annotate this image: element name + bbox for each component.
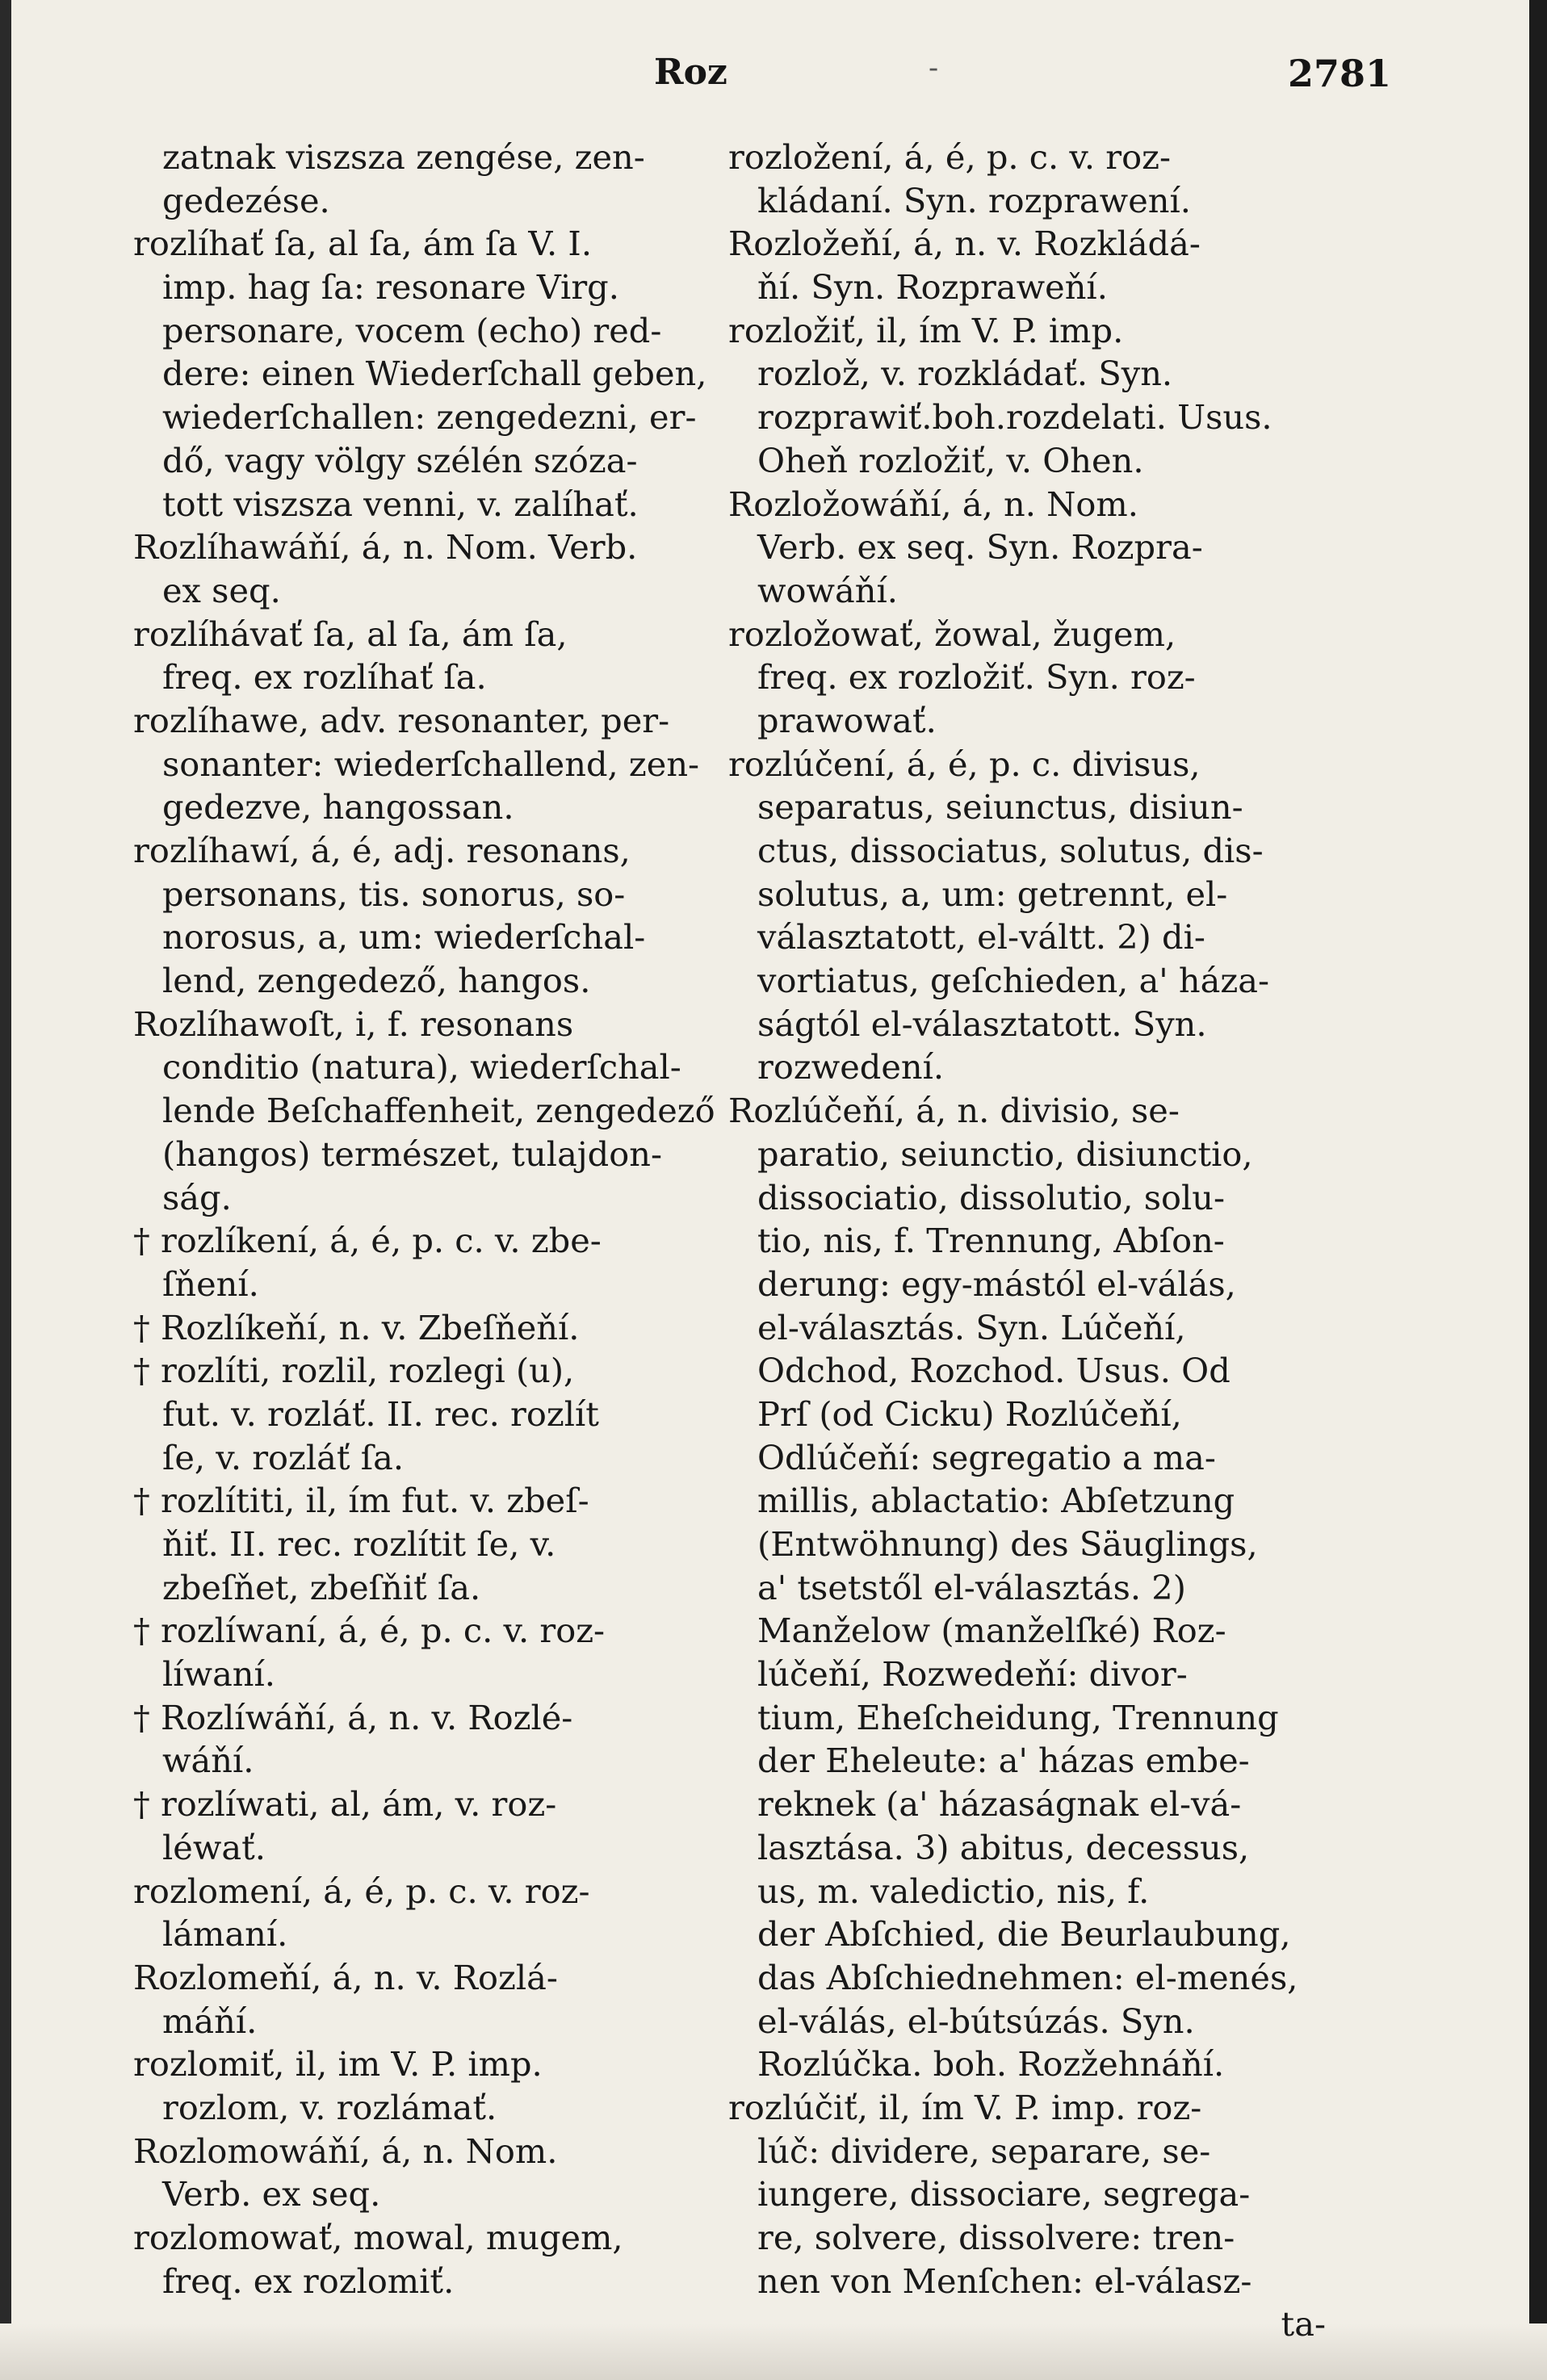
text-line: ſe, v. rozláť ſa. — [162, 1437, 405, 1477]
text-line: personans, tis. sonorus, so- — [162, 874, 626, 914]
text-line: norosus, a, um: wiederſchal- — [162, 917, 646, 957]
text-line: el-választás. Syn. Lúčeňí, — [757, 1307, 1186, 1347]
text-line: iungere, dissociare, segrega- — [757, 2174, 1251, 2214]
text-line: conditio (natura), wiederſchal- — [162, 1047, 681, 1087]
text-line: tott viszsza venni, v. zalíhať. — [162, 484, 639, 524]
text-line: sonanter: wiederſchallend, zen- — [162, 744, 700, 784]
text-line: rozlúčení, á, é, p. c. divisus, — [728, 744, 1201, 784]
text-line: lasztása. 3) abitus, decessus, — [757, 1827, 1250, 1867]
text-line: rozložowať, žowal, žugem, — [728, 614, 1176, 654]
text-line: ctus, dissociatus, solutus, dis- — [757, 831, 1264, 870]
left-column — [133, 136, 715, 2302]
text-line: Odlúčeňí: segregatio a ma- — [757, 1437, 1216, 1477]
text-line: rozprawiť.boh.rozdelati. Usus. — [757, 397, 1272, 438]
right-column — [728, 136, 1326, 2346]
text-line: rozlíhawí, á, é, adj. resonans, — [133, 831, 631, 870]
text-line: Oheň rozložiť, v. Ohen. — [757, 440, 1144, 480]
text-line: Prſ (od Cicku) Rozlúčeňí, — [757, 1393, 1182, 1434]
text-line: máňí. — [162, 2001, 258, 2041]
text-line: ex seq. — [162, 570, 281, 610]
text-line: us, m. valedictio, nis, f. — [757, 1871, 1150, 1911]
text-line: wowáňí. — [757, 570, 898, 610]
text-line: lende Beſchaffenheit, zengedező — [162, 1091, 715, 1131]
text-line: ňiť. II. rec. rozlítit ſe, v. — [162, 1524, 556, 1564]
text-line: ňí. Syn. Rozpraweňí. — [757, 267, 1108, 308]
text-line: Verb. ex seq. — [162, 2174, 381, 2214]
text-line: lúčeňí, Rozwedeňí: divor- — [757, 1654, 1188, 1695]
running-head: Roz — [654, 52, 727, 93]
book-edge-left — [0, 0, 11, 2380]
text-line: (Entwöhnung) des Säuglings, — [757, 1524, 1258, 1564]
text-line: tium, Eheſcheidung, Trennung — [757, 1697, 1279, 1737]
text-line: † Rozlíkeňí, n. v. Zbeſňeňí. — [133, 1307, 580, 1347]
text-line: líwaní. — [162, 1654, 276, 1695]
text-line: freq. ex rozlomiť. — [162, 2261, 455, 2301]
text-line: Rozlíhawoſt, i, f. resonans — [133, 1004, 574, 1044]
text-line: rozlomení, á, é, p. c. v. roz- — [133, 1871, 590, 1911]
text-line: personare, vocem (echo) red- — [162, 310, 662, 350]
text-line: Rozložowáňí, á, n. Nom. — [728, 484, 1138, 524]
text-line: imp. hag ſa: resonare Virg. — [162, 267, 619, 308]
text-line: der Eheleute: a' házas embe- — [757, 1741, 1250, 1781]
text-line: (hangos) természet, tulajdon- — [162, 1133, 662, 1174]
text-line: Rozlomowáňí, á, n. Nom. — [133, 2131, 558, 2171]
text-line: rozlíhawe, adv. resonanter, per- — [133, 700, 670, 740]
text-line: lúč: dividere, separare, se- — [757, 2131, 1211, 2171]
text-line: derung: egy-mástól el-válás, — [757, 1263, 1236, 1304]
header-separator: - — [929, 52, 939, 85]
text-line: rozlomowať, mowal, mugem, — [133, 2218, 623, 2257]
text-line: Rozlúčeňí, á, n. divisio, se- — [728, 1091, 1180, 1131]
text-line: Manželow (manželſké) Roz- — [757, 1611, 1226, 1651]
text-line: rozložení, á, é, p. c. v. roz- — [728, 137, 1172, 177]
text-line: solutus, a, um: getrennt, el- — [757, 874, 1228, 914]
text-line: freq. ex rozložiť. Syn. roz- — [757, 657, 1196, 698]
text-line: † rozlíkení, á, é, p. c. v. zbe- — [133, 1221, 602, 1261]
text-line: dissociatio, dissolutio, solu- — [757, 1177, 1226, 1217]
text-line: freq. ex rozlíhať ſa. — [162, 657, 487, 698]
text-line: zbeſňet, zbeſňiť ſa. — [162, 1567, 481, 1607]
text-line: lámaní. — [162, 1914, 288, 1955]
text-line: † rozlíti, rozlil, rozlegi (u), — [133, 1351, 575, 1391]
text-line: vortiatus, geſchieden, a' háza- — [757, 961, 1270, 1001]
text-line: ſňení. — [162, 1263, 259, 1304]
text-line: zatnak viszsza zengése, zen- — [162, 137, 645, 177]
text-line: rozlíhávať ſa, al ſa, ám ſa, — [133, 614, 568, 654]
text-line: † rozlítiti, il, ím fut. v. zbeſ- — [133, 1481, 589, 1521]
text-line: Rozlúčka. boh. Rozžehnáňí. — [757, 2044, 1225, 2085]
text-line: † rozlíwaní, á, é, p. c. v. roz- — [133, 1611, 606, 1651]
text-line: kládaní. Syn. rozprawení. — [757, 180, 1191, 220]
text-line: ság. — [162, 1177, 232, 1217]
book-edge-right — [1529, 0, 1547, 2380]
text-line: dere: einen Wiederſchall geben, — [162, 354, 707, 394]
text-line: nen von Menſchen: el-válasz- — [757, 2261, 1252, 2301]
text-line: millis, ablactatio: Abſetzung — [757, 1481, 1235, 1521]
text-line: paratio, seiunctio, disiunctio, — [757, 1133, 1253, 1174]
text-line: Rozložeňí, á, n. v. Rozkládá- — [728, 224, 1201, 264]
text-line: dő, vagy völgy szélén szóza- — [162, 440, 638, 480]
text-line: gedezése. — [162, 180, 330, 220]
text-line: Rozlomeňí, á, n. v. Rozlá- — [133, 1957, 558, 1997]
text-line: gedezve, hangossan. — [162, 787, 514, 828]
text-line: reknek (a' házaságnak el-vá- — [757, 1784, 1242, 1825]
text-line: rozlíhať ſa, al ſa, ám ſa V. I. — [133, 224, 593, 264]
text-line: rozlož, v. rozkládať. Syn. — [757, 354, 1173, 394]
text-line: rozlomiť, il, im V. P. imp. — [133, 2044, 543, 2085]
text-line: ta- — [1281, 2304, 1326, 2344]
text-line: der Abſchied, die Beurlaubung, — [757, 1914, 1291, 1955]
text-line: wáňí. — [162, 1741, 254, 1781]
text-line: léwať. — [162, 1827, 266, 1867]
text-line: ságtól el-választatott. Syn. — [757, 1004, 1207, 1044]
text-line: Rozlíhawáňí, á, n. Nom. Verb. — [133, 527, 638, 568]
text-line: prawowať. — [757, 700, 937, 740]
text-line: a' tsetstől el-választás. 2) — [757, 1567, 1186, 1607]
text-line: wiederſchallen: zengedezni, er- — [162, 397, 697, 438]
text-line: re, solvere, dissolvere: tren- — [757, 2218, 1235, 2257]
text-line: † Rozlíwáňí, á, n. v. Rozlé- — [133, 1697, 573, 1737]
text-line: das Abſchiednehmen: el-menés, — [757, 1957, 1298, 1997]
text-line: Verb. ex seq. Syn. Rozpra- — [757, 527, 1203, 568]
text-line: tio, nis, f. Trennung, Abſon- — [757, 1221, 1225, 1261]
text-line: fut. v. rozláť. II. rec. rozlít — [162, 1393, 599, 1434]
text-line: separatus, seiunctus, disiun- — [757, 787, 1243, 828]
text-line: választatott, el-váltt. 2) di- — [757, 917, 1205, 957]
text-line: rozložiť, il, ím V. P. imp. — [728, 310, 1124, 350]
page-number: 2781 — [1288, 52, 1392, 95]
text-line: el-válás, el-bútsúzás. Syn. — [757, 2001, 1195, 2041]
text-line: lend, zengedező, hangos. — [162, 961, 591, 1001]
text-line: rozlúčiť, il, ím V. P. imp. roz- — [728, 2087, 1202, 2127]
text-line: † rozlíwati, al, ám, v. roz- — [133, 1784, 557, 1825]
text-line: Odchod, Rozchod. Usus. Od — [757, 1351, 1230, 1391]
text-line: rozwedení. — [757, 1047, 945, 1087]
text-line: rozlom, v. rozlámať. — [162, 2087, 497, 2127]
